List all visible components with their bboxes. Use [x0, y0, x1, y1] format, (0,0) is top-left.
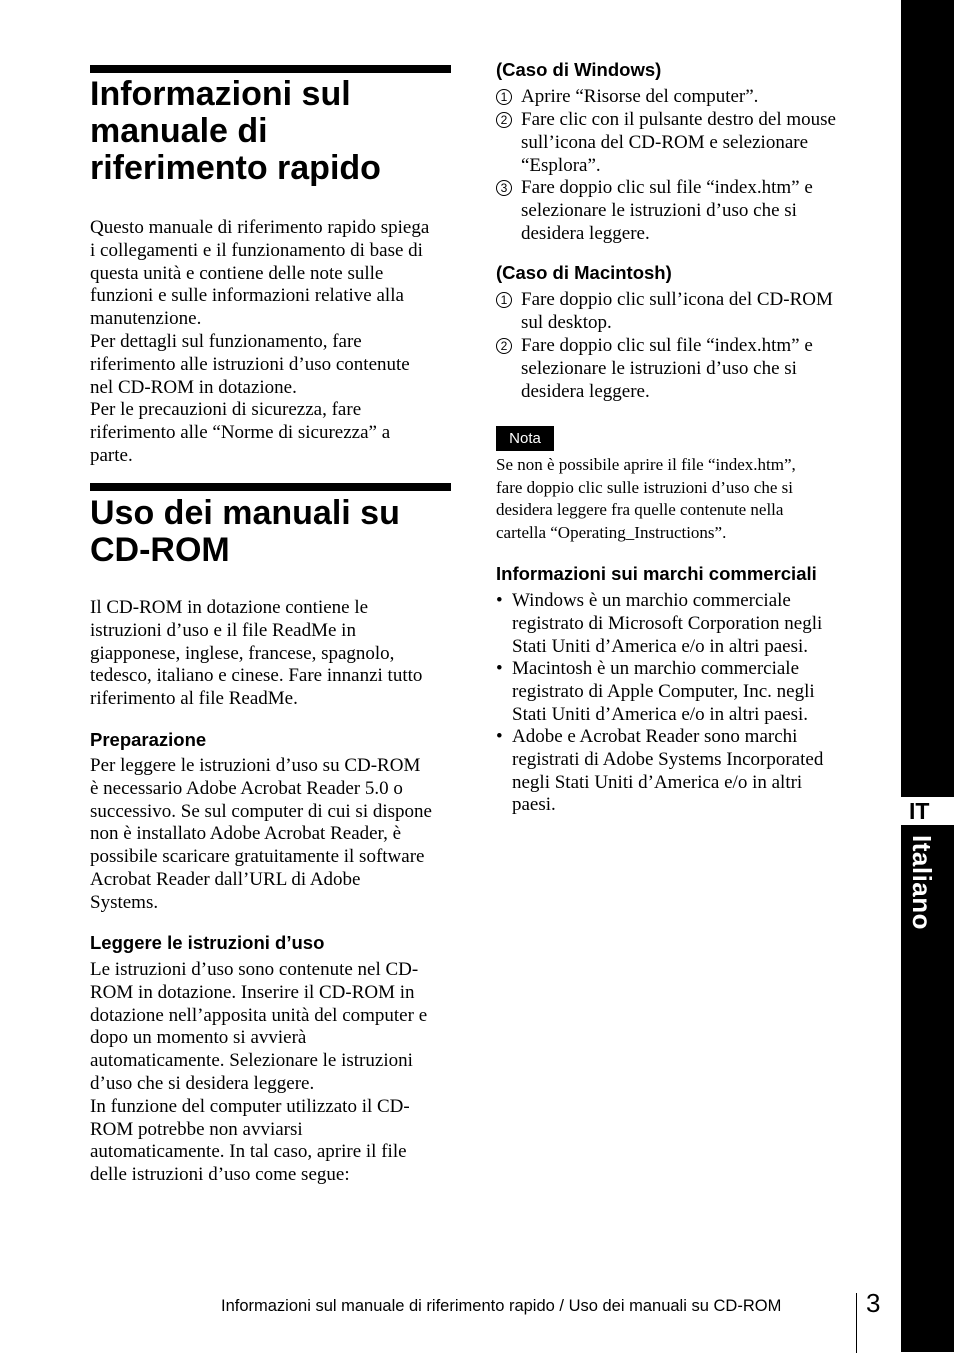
mac-step-2: [496, 335, 862, 403]
note-paragraph: [496, 454, 862, 544]
step-number-icon: 2: [496, 112, 512, 128]
text-line: paesi.: [512, 794, 556, 816]
text-line: selezionare le istruzioni d’uso che si: [521, 199, 797, 221]
text-line: cartella “Operating_Instructions”.: [496, 522, 727, 542]
bullet-icon: •: [496, 658, 503, 679]
text-line: Macintosh è un marchio commerciale: [512, 658, 800, 679]
note-badge: Nota: [496, 426, 554, 451]
text-line: istruzioni d’uso e il file ReadMe in: [90, 619, 356, 641]
text-line: Fare doppio clic sull’icona del CD-ROM: [521, 289, 833, 310]
title-line: Uso dei manuali su: [90, 494, 400, 532]
text-line: tedesco, italiano e cinese. Fare innanzi tutto: [90, 665, 423, 687]
language-code-box: [901, 797, 954, 825]
title-line: Informazioni sul: [90, 75, 351, 113]
text-line: delle istruzioni d’uso come segue:: [90, 1164, 350, 1186]
section-rule-2: [90, 483, 451, 491]
title-line: manuale di: [90, 112, 268, 150]
text-line: funzioni e sulle informazioni relative alla: [90, 285, 404, 307]
text-line: desidera leggere.: [521, 380, 650, 402]
text-line: è necessario Adobe Acrobat Reader 5.0 o: [90, 777, 403, 799]
text-line: “Esplora”.: [521, 154, 601, 176]
mac-step-1: [496, 289, 862, 335]
footer-title: Informazioni sul manuale di riferimento rapido / Uso dei manuali su CD-ROM: [221, 1297, 782, 1315]
section-title-2: [90, 495, 460, 569]
text-line: Per le precauzioni di sicurezza, fare: [90, 399, 362, 421]
read-instructions-paragraph: [90, 959, 452, 1187]
title-line: riferimento rapido: [90, 149, 381, 187]
text-line: desidera leggere fra quelle contenute nella: [496, 500, 784, 519]
text-line: Fare clic con il pulsante destro del mouse: [521, 109, 836, 130]
text-line: registrati di Adobe Systems Incorporated: [512, 748, 824, 770]
text-line: riferimento alle istruzioni d’uso contenute: [90, 353, 410, 375]
footer-divider: [856, 1293, 857, 1353]
text-line: desidera leggere.: [521, 222, 650, 244]
windows-step-3: [496, 177, 862, 245]
trademarks-heading: Informazioni sui marchi commerciali: [496, 563, 817, 584]
text-line: Windows è un marchio commerciale: [512, 590, 791, 611]
text-line: successivo. Se sul computer di cui si dispone: [90, 800, 432, 822]
text-line: non è installato Adobe Acrobat Reader, è: [90, 823, 402, 845]
text-line: selezionare le istruzioni d’uso che si: [521, 357, 797, 379]
title-line: CD-ROM: [90, 531, 230, 569]
text-line: riferimento alle “Norme di sicurezza” a: [90, 422, 391, 444]
text-line: nel CD-ROM in dotazione.: [90, 376, 297, 398]
text-line: In funzione del computer utilizzato il CD-: [90, 1095, 410, 1117]
text-line: possibile scaricare gratuitamente il software: [90, 846, 425, 868]
step-number-icon: 3: [496, 180, 512, 196]
text-line: Adobe e Acrobat Reader sono marchi: [512, 726, 798, 747]
text-line: questa unità e contiene delle note sulle: [90, 262, 384, 284]
macintosh-heading: (Caso di Macintosh): [496, 262, 672, 283]
step-number-icon: 1: [496, 292, 512, 308]
trademark-item-2: [496, 658, 862, 726]
text-line: Le istruzioni d’uso sono contenute nel CD-: [90, 959, 419, 980]
preparation-heading: Preparazione: [90, 729, 207, 750]
text-line: registrato di Microsoft Corporation negli: [512, 612, 823, 634]
text-line: Per dettagli sul funzionamento, fare: [90, 330, 362, 352]
text-line: Se non è possibile aprire il file “index.htm”,: [496, 455, 796, 474]
language-side-tab: [901, 0, 954, 1352]
bullet-icon: •: [496, 726, 503, 747]
text-line: ROM potrebbe non avviarsi: [90, 1118, 303, 1140]
language-code: IT: [909, 798, 930, 824]
trademark-item-1: [496, 590, 862, 658]
text-line: i collegamenti e il funzionamento di base di: [90, 239, 423, 261]
text-line: registrato di Apple Computer, Inc. negli: [512, 680, 815, 702]
text-line: Systems.: [90, 891, 159, 913]
trademark-item-3: [496, 726, 862, 817]
text-line: Aprire “Risorse del computer”.: [521, 86, 759, 107]
text-line: Stati Uniti d’America e/o in altri paesi.: [512, 635, 809, 657]
text-line: negli Stati Uniti d’America e/o in altri: [512, 771, 803, 793]
text-line: d’uso che si desidera leggere.: [90, 1072, 315, 1094]
windows-step-2: [496, 109, 862, 177]
text-line: riferimento al file ReadMe.: [90, 688, 298, 710]
text-line: dopo un momento si avvierà: [90, 1027, 307, 1049]
text-line: giapponese, inglese, francese, spagnolo,: [90, 642, 395, 664]
text-line: Stati Uniti d’America e/o in altri paesi.: [512, 703, 809, 725]
read-instructions-heading: Leggere le istruzioni d’uso: [90, 932, 325, 953]
cdrom-intro-paragraph: [90, 597, 452, 711]
text-line: Acrobat Reader dall’URL di Adobe: [90, 868, 361, 890]
text-line: fare doppio clic sulle istruzioni d’uso che si: [496, 477, 793, 497]
text-line: manutenzione.: [90, 308, 202, 330]
windows-step-1: [496, 86, 862, 109]
text-line: sul desktop.: [521, 311, 612, 333]
text-line: ROM in dotazione. Inserire il CD-ROM in: [90, 981, 415, 1003]
text-line: Il CD-ROM in dotazione contiene le: [90, 597, 369, 618]
text-line: parte.: [90, 444, 133, 466]
text-line: Questo manuale di riferimento rapido spiega: [90, 217, 430, 238]
intro-paragraph: [90, 217, 452, 468]
step-number-icon: 2: [496, 338, 512, 354]
text-line: automaticamente. In tal caso, aprire il file: [90, 1141, 407, 1163]
text-line: dotazione nell’apposita unità del computer e: [90, 1004, 428, 1026]
step-number-icon: 1: [496, 89, 512, 105]
text-line: Per leggere le istruzioni d’uso su CD-ROM: [90, 755, 421, 776]
windows-heading: (Caso di Windows): [496, 59, 662, 80]
section-title-1: [90, 76, 460, 187]
bullet-icon: •: [496, 590, 503, 611]
preparation-paragraph: [90, 755, 452, 915]
text-line: sull’icona del CD-ROM e selezionare: [521, 131, 809, 153]
section-rule-1: [90, 65, 451, 73]
text-line: Fare doppio clic sul file “index.htm” e: [521, 177, 813, 198]
text-line: automaticamente. Selezionare le istruzioni: [90, 1050, 413, 1072]
text-line: Fare doppio clic sul file “index.htm” e: [521, 335, 813, 356]
language-label: Italiano: [907, 835, 937, 931]
page-number: 3: [866, 1288, 881, 1318]
